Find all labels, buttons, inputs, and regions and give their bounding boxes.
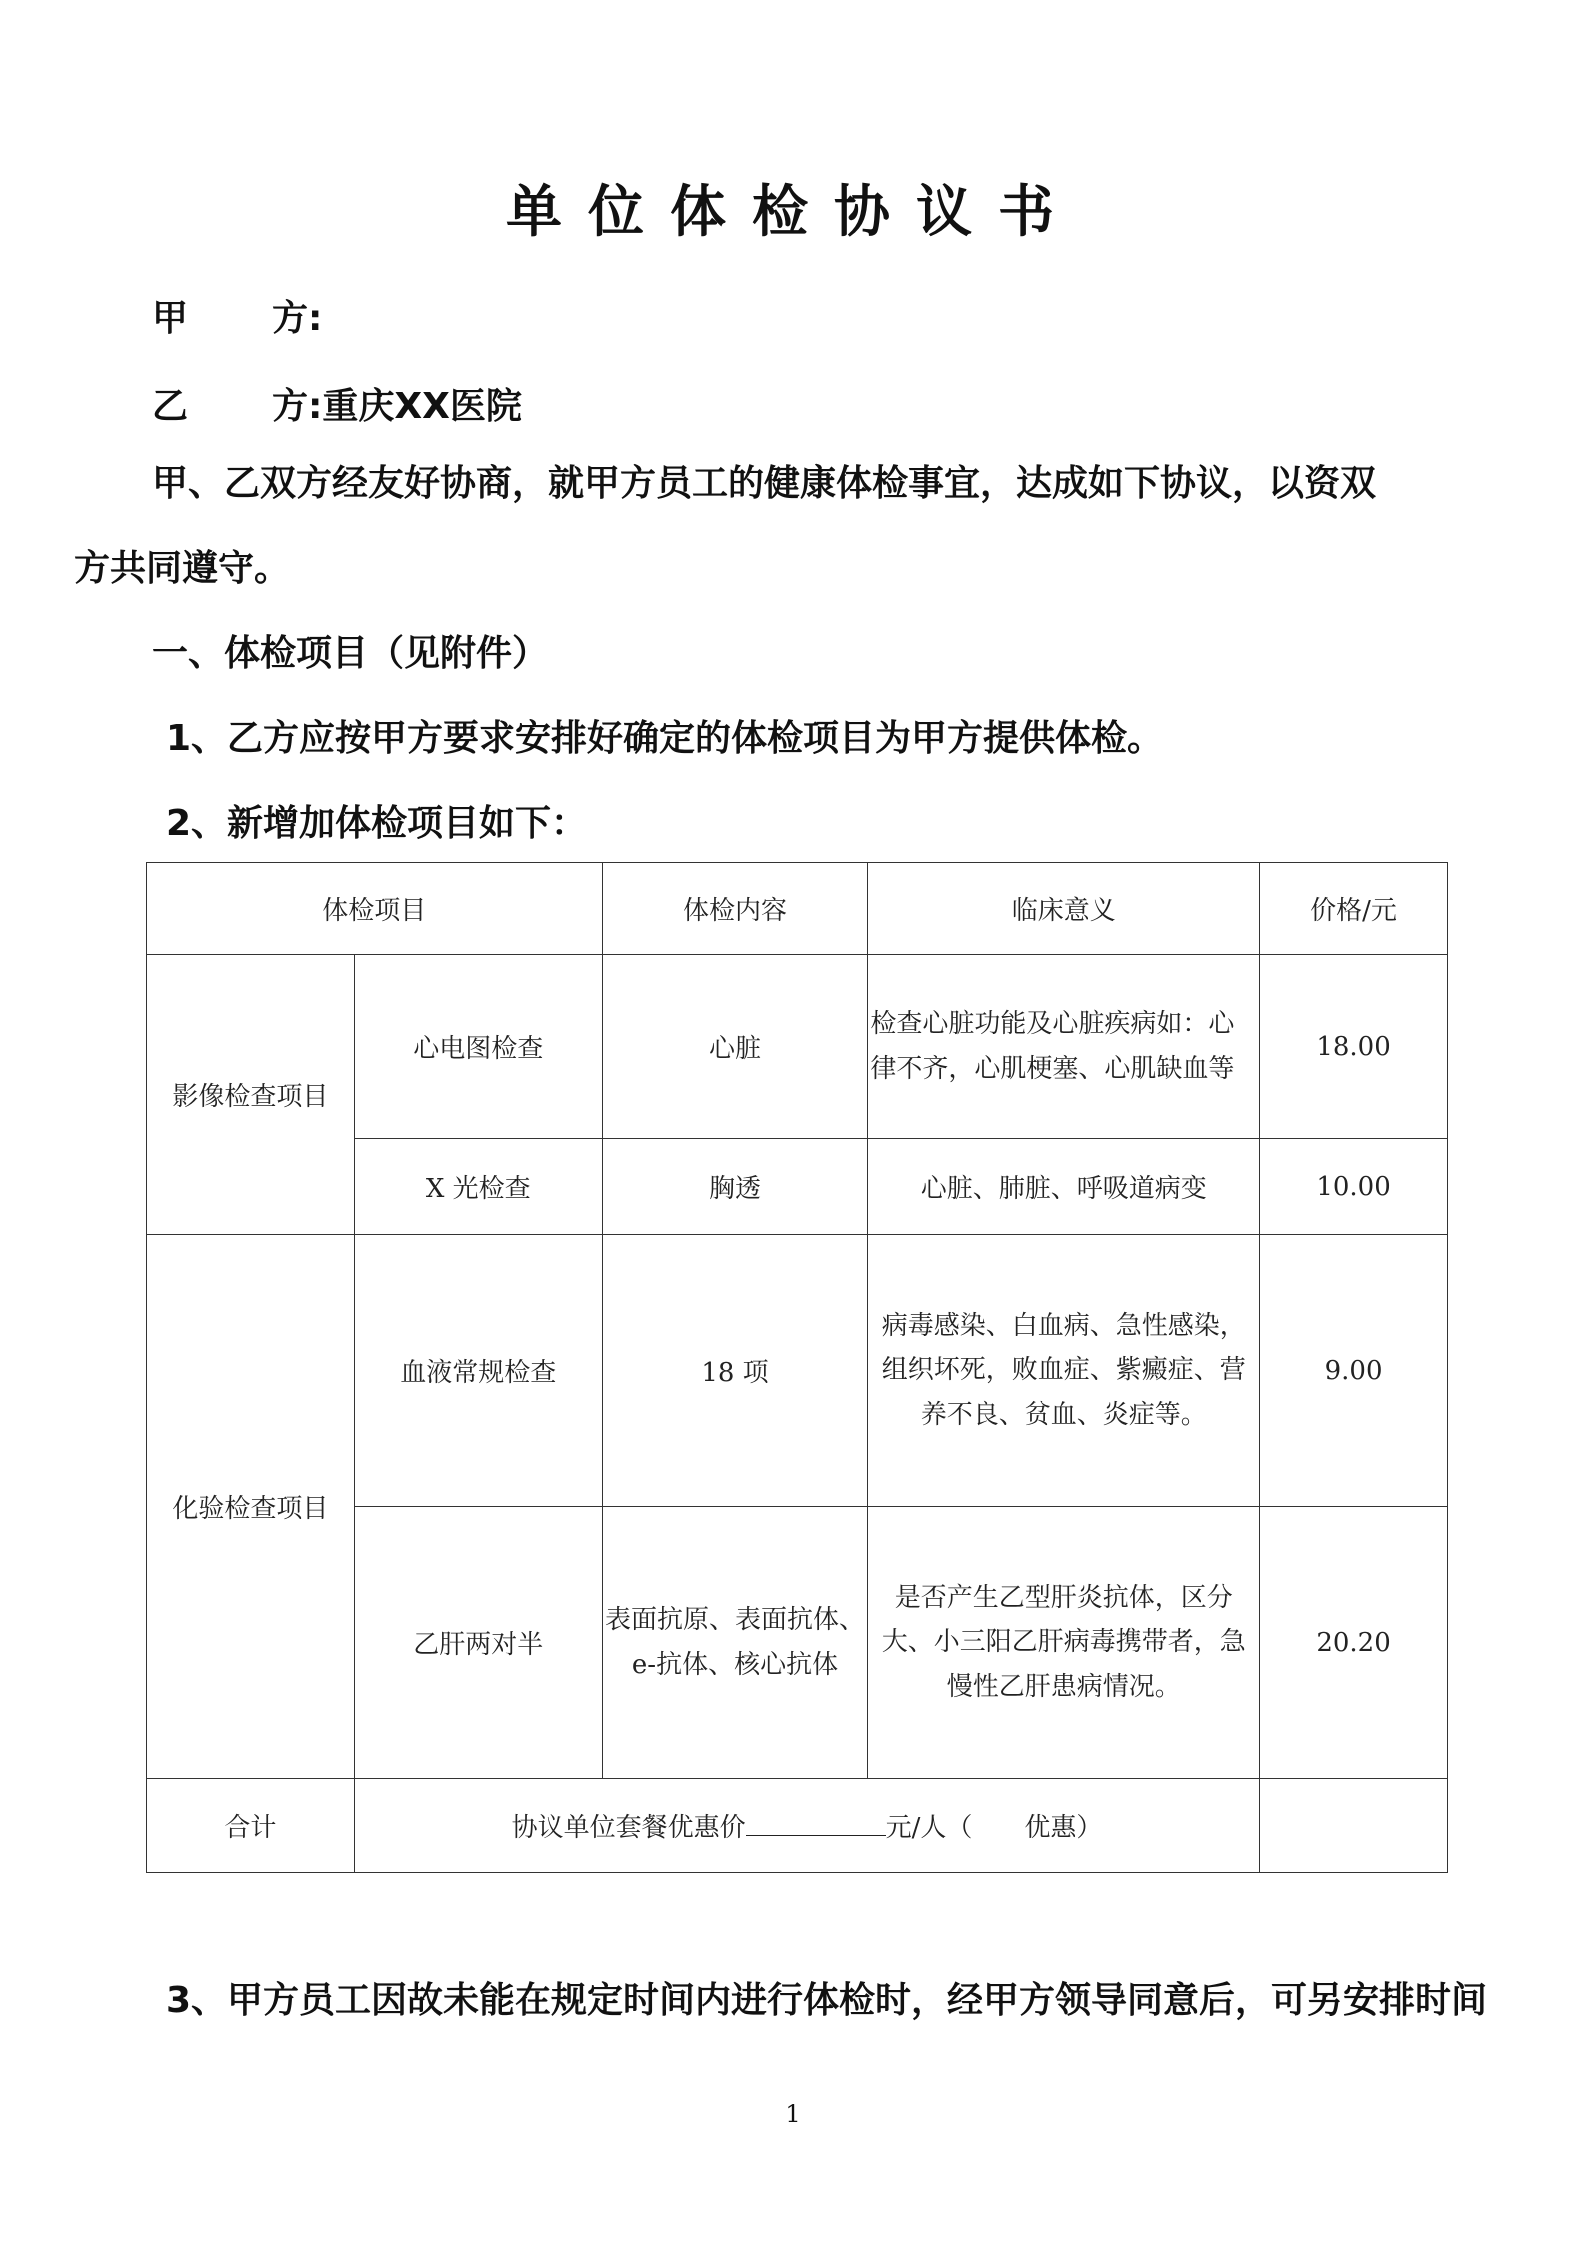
intro-line-1: 甲、乙双方经友好协商，就甲方员工的健康体检事宜，达成如下协议，以资双 xyxy=(152,463,1377,504)
table-row xyxy=(147,955,1448,1139)
total-text-prefix: 协议单位套餐优惠价 xyxy=(511,1813,746,1843)
page-title: 单位体检协议书 xyxy=(506,180,1080,245)
item-content: 胸透 xyxy=(602,1139,868,1235)
exam-items-table xyxy=(146,862,1448,1873)
item-name: X 光检查 xyxy=(354,1139,602,1235)
party-b-label: 乙 xyxy=(152,386,189,427)
intro-line-2: 方共同遵守。 xyxy=(74,548,291,589)
item-3: 3、甲方员工因故未能在规定时间内进行体检时，经甲方领导同意后，可另安排时间 xyxy=(166,1980,1488,2021)
table-row xyxy=(147,1235,1448,1507)
party-b-line xyxy=(152,378,522,429)
party-a-label: 甲 xyxy=(152,298,189,339)
section-1-heading: 一、体检项目（见附件） xyxy=(152,633,549,674)
item-price: 10.00 xyxy=(1260,1139,1448,1235)
item-name: 血液常规检查 xyxy=(354,1235,602,1507)
category-imaging: 影像检查项目 xyxy=(147,955,355,1235)
total-text xyxy=(354,1779,1259,1873)
table-total-row xyxy=(147,1779,1448,1873)
total-text-suffix: 元/人（ 优惠） xyxy=(885,1813,1103,1843)
item-meaning: 病毒感染、白血病、急性感染，组织坏死，败血症、紫癜症、营养不良、贫血、炎症等。 xyxy=(868,1235,1260,1507)
header-clinical-meaning: 临床意义 xyxy=(868,863,1260,955)
item-price: 18.00 xyxy=(1260,955,1448,1139)
item-price: 20.20 xyxy=(1260,1507,1448,1779)
party-a-line xyxy=(152,290,322,341)
item-content: 表面抗原、表面抗体、e-抗体、核心抗体 xyxy=(602,1507,868,1779)
total-price xyxy=(1260,1779,1448,1873)
item-1: 1、乙方应按甲方要求安排好确定的体检项目为甲方提供体检。 xyxy=(166,718,1164,759)
item-content: 心脏 xyxy=(602,955,868,1139)
item-meaning: 是否产生乙型肝炎抗体，区分大、小三阳乙肝病毒携带者，急慢性乙肝患病情况。 xyxy=(868,1507,1260,1779)
item-meaning: 心脏、肺脏、呼吸道病变 xyxy=(868,1139,1260,1235)
price-blank xyxy=(746,1809,886,1836)
item-2: 2、新增加体检项目如下： xyxy=(166,803,588,844)
item-name: 乙肝两对半 xyxy=(354,1507,602,1779)
item-content: 18 项 xyxy=(602,1235,868,1507)
item-name: 心电图检查 xyxy=(354,955,602,1139)
party-a-suffix: 方: xyxy=(272,298,323,339)
header-exam-content: 体检内容 xyxy=(602,863,868,955)
item-meaning: 检查心脏功能及心脏疾病如：心律不齐，心肌梗塞、心肌缺血等 xyxy=(868,955,1260,1139)
page-number: 1 xyxy=(785,2100,801,2128)
header-price: 价格/元 xyxy=(1260,863,1448,955)
table-header-row xyxy=(147,863,1448,955)
category-lab: 化验检查项目 xyxy=(147,1235,355,1779)
party-b-value: 重庆XX医院 xyxy=(322,386,522,427)
party-b-suffix: 方: xyxy=(272,386,323,427)
total-label: 合计 xyxy=(147,1779,355,1873)
item-price: 9.00 xyxy=(1260,1235,1448,1507)
header-exam-item: 体检项目 xyxy=(147,863,603,955)
